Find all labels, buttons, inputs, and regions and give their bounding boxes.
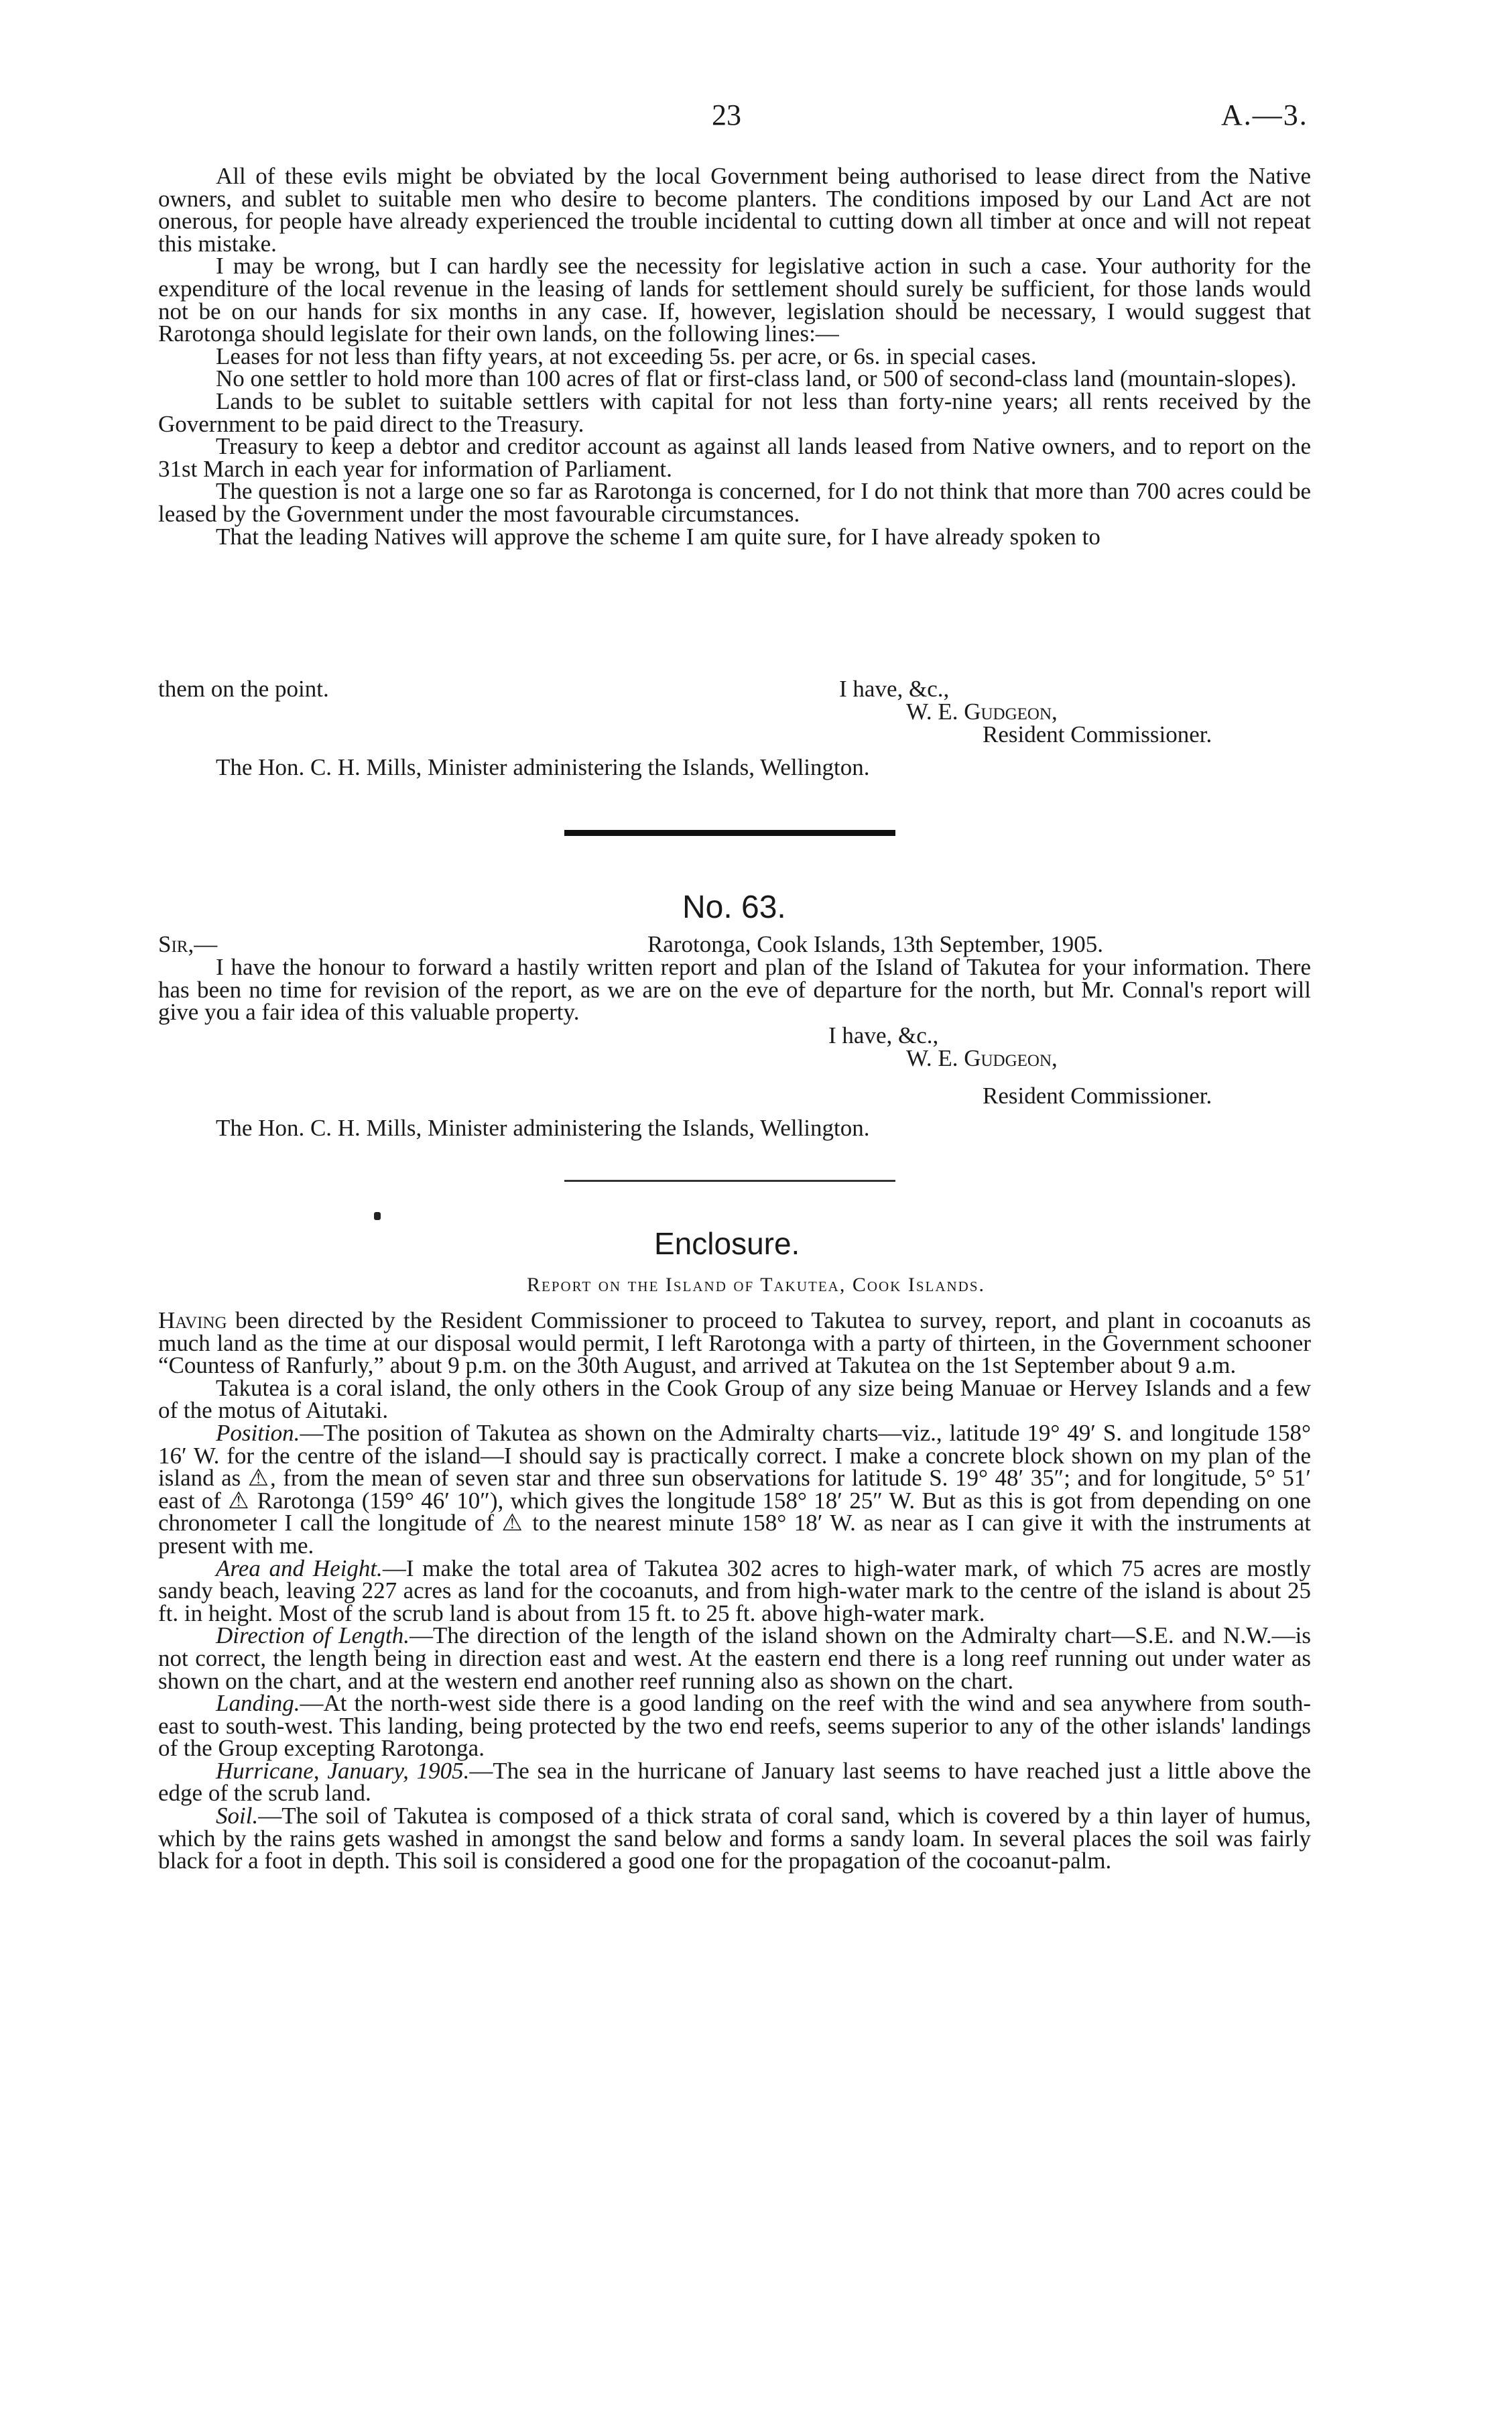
letter62-body — [158, 165, 1311, 548]
section-text: —The soil of Takutea is composed of a thick strata of coral sand, which is covered by a thin layer of humus, which by the rains gets washed in amongst the sand below and forms a sandy loam. In several places the soil was fairly black for a foot in depth. This soil is considered a good one for the propagation of the cocoanut-palm. — [158, 1803, 1311, 1874]
section-heading: Landing. — [216, 1690, 300, 1717]
section-paragraph — [158, 1757, 1311, 1807]
section-heading: Soil. — [216, 1803, 259, 1829]
last-line: them on the point. — [158, 676, 329, 702]
paragraph: Lands to be sublet to suitable settlers with capital for not less than forty-nine years; all rents received by the Government to be paid direct to the Treasury. — [158, 387, 1311, 437]
closing: I have, &c., — [839, 676, 950, 702]
letter-number: No. 63. — [682, 890, 786, 925]
section-paragraph — [158, 1805, 1311, 1872]
paragraph: That the leading Natives will approve the scheme I am quite sure, for I have already spoken to — [216, 523, 1100, 550]
signatory-name: W. E. Gudgeon, — [906, 1045, 1058, 1071]
page-number: 23 — [712, 99, 741, 131]
section-divider — [564, 1180, 895, 1182]
addressee: The Hon. C. H. Mills, Minister administering the Islands, Wellington. — [216, 1115, 870, 1141]
section-heading: Direction of Length. — [216, 1622, 410, 1649]
section-heading: Hurricane, January, 1905. — [216, 1757, 470, 1784]
section-paragraph — [158, 1692, 1311, 1760]
signatory-title: Resident Commissioner. — [983, 721, 1212, 747]
paragraph: The question is not a large one so far as Rarotonga is concerned, for I do not think that more than 700 acres could be leased by the Government under the most favourable circumstances. — [158, 478, 1311, 527]
section-divider — [564, 830, 895, 836]
paragraph: No one settler to hold more than 100 acres of flat or first-class land, or 500 of second-class land (mountain-slopes). — [216, 365, 1297, 392]
paragraph: Treasury to keep a debtor and creditor account as against all lands leased from Native owners, and to report on the 31st March in each year for information of Parliament. — [158, 433, 1311, 482]
section-text: —At the north-west side there is a good landing on the reef with the wind and sea anywhere from south-east to south-west. This landing, being protected by the two end reefs, seems superior to any of the other islands' landings of the Group excepting Rarotonga. — [158, 1690, 1311, 1762]
section-heading: Area and Height. — [216, 1555, 383, 1581]
paragraph: I may be wrong, but I can hardly see the necessity for legislative action in such a case. Your authority for the expenditure of the local revenue in the leasing of lands for settlement should surely be sufficient, for those lands would not be on our hands for six months in any case. If, however, legislation should be necessary, I would suggest that Rarotonga should legislate for their own lands, on the following lines:— — [158, 253, 1311, 347]
section-heading: Position. — [216, 1419, 300, 1446]
section-text: —The direction of the length of the island shown on the Admiralty chart—S.E. and N.W.—is not correct, the length being in direction east and west. At the eastern end there is a long reef running out under water as shown on the chart, and at the western end another reef running also as shown on the chart. — [158, 1622, 1311, 1694]
document-reference: A.—3. — [1221, 99, 1308, 131]
section-paragraph — [158, 1557, 1311, 1625]
paragraph: Takutea is a coral island, the only others in the Cook Group of any size being Manuae or Hervey Islands and a few of the motus of Aitutaki. — [158, 1374, 1311, 1424]
section-paragraph — [158, 1419, 1311, 1559]
paragraph — [158, 1309, 1311, 1377]
enclosure-heading: Enclosure. — [654, 1226, 800, 1261]
paragraph-text: been directed by the Resident Commissioner to proceed to Takutea to survey, report, and plant in cocoanuts as much land as the time at our disposal would permit, I left Rarotonga with a party of thirteen, in the Government schooner “Countess of Ranfurly,” about 9 p.m. on the 30th August, and arrived at Takutea on the 1st September about 9 a.m. — [158, 1307, 1311, 1379]
paragraph: All of these evils might be obviated by the local Government being authorised to lease direct from the Native owners, and sublet to suitable men who desire to become planters. The conditions imposed by our Land Act are not onerous, for people have already experienced the trouble incidental to cutting down all timber at once and will not repeat this mistake. — [158, 163, 1311, 257]
ink-spot — [374, 1212, 381, 1220]
report-title: Report on the Island of Takutea, Cook Islands. — [526, 1274, 986, 1296]
report-body — [158, 1309, 1311, 1872]
place-date: Rarotonga, Cook Islands, 13th September, 1905. — [647, 931, 1104, 957]
lead-word: Having — [158, 1307, 227, 1333]
addressee: The Hon. C. H. Mills, Minister administering the Islands, Wellington. — [216, 754, 870, 780]
salutation: Sir,— — [158, 931, 218, 957]
signatory-name: W. E. Gudgeon, — [906, 699, 1058, 725]
section-text: —I make the total area of Takutea 302 acres to high-water mark, of which 75 acres are mostly sandy beach, leaving 227 acres as land for the cocoanuts, and from high-water mark to the centre of the island is about 25 ft. in height. Most of the scrub land is about from 15 ft. to 25 ft. above high-water mark. — [158, 1555, 1311, 1626]
section-text: —The sea in the hurricane of January last seems to have reached just a little above the edge of the scrub land. — [158, 1757, 1311, 1807]
closing: I have, &c., — [828, 1022, 939, 1048]
paragraph: I have the honour to forward a hastily written report and plan of the Island of Takutea for your information. There has been no time for revision of the report, as we are on the eve of departure for the north, but Mr. Connal's report will give you a fair idea of this valuable property. — [158, 954, 1311, 1026]
section-paragraph — [158, 1624, 1311, 1692]
section-text: —The position of Takutea as shown on the Admiralty charts—viz., latitude 19° 49′ S. and longitude 158° 16′ W. for the centre of the island—I should say is practically correct. I make a concrete block shown on my plan of the island as ⚠, from the mean of seven star and three sun observations for latitude S. 19° 48′ 35″; and for longitude, 5° 51′ east of ⚠ Rarotonga (159° 46′ 10″), which gives the longitude 158° 18′ 25″ W. But as this is got from depending on one chronometer I call the longitude of ⚠ to the nearest minute 158° 18′ W. as near as I can give it with the instruments at present with me. — [158, 1419, 1311, 1559]
signatory-title: Resident Commissioner. — [983, 1083, 1212, 1109]
letter63-body — [158, 956, 1311, 1024]
paragraph: Leases for not less than fifty years, at not exceeding 5s. per acre, or 6s. in special cases. — [216, 343, 1037, 369]
